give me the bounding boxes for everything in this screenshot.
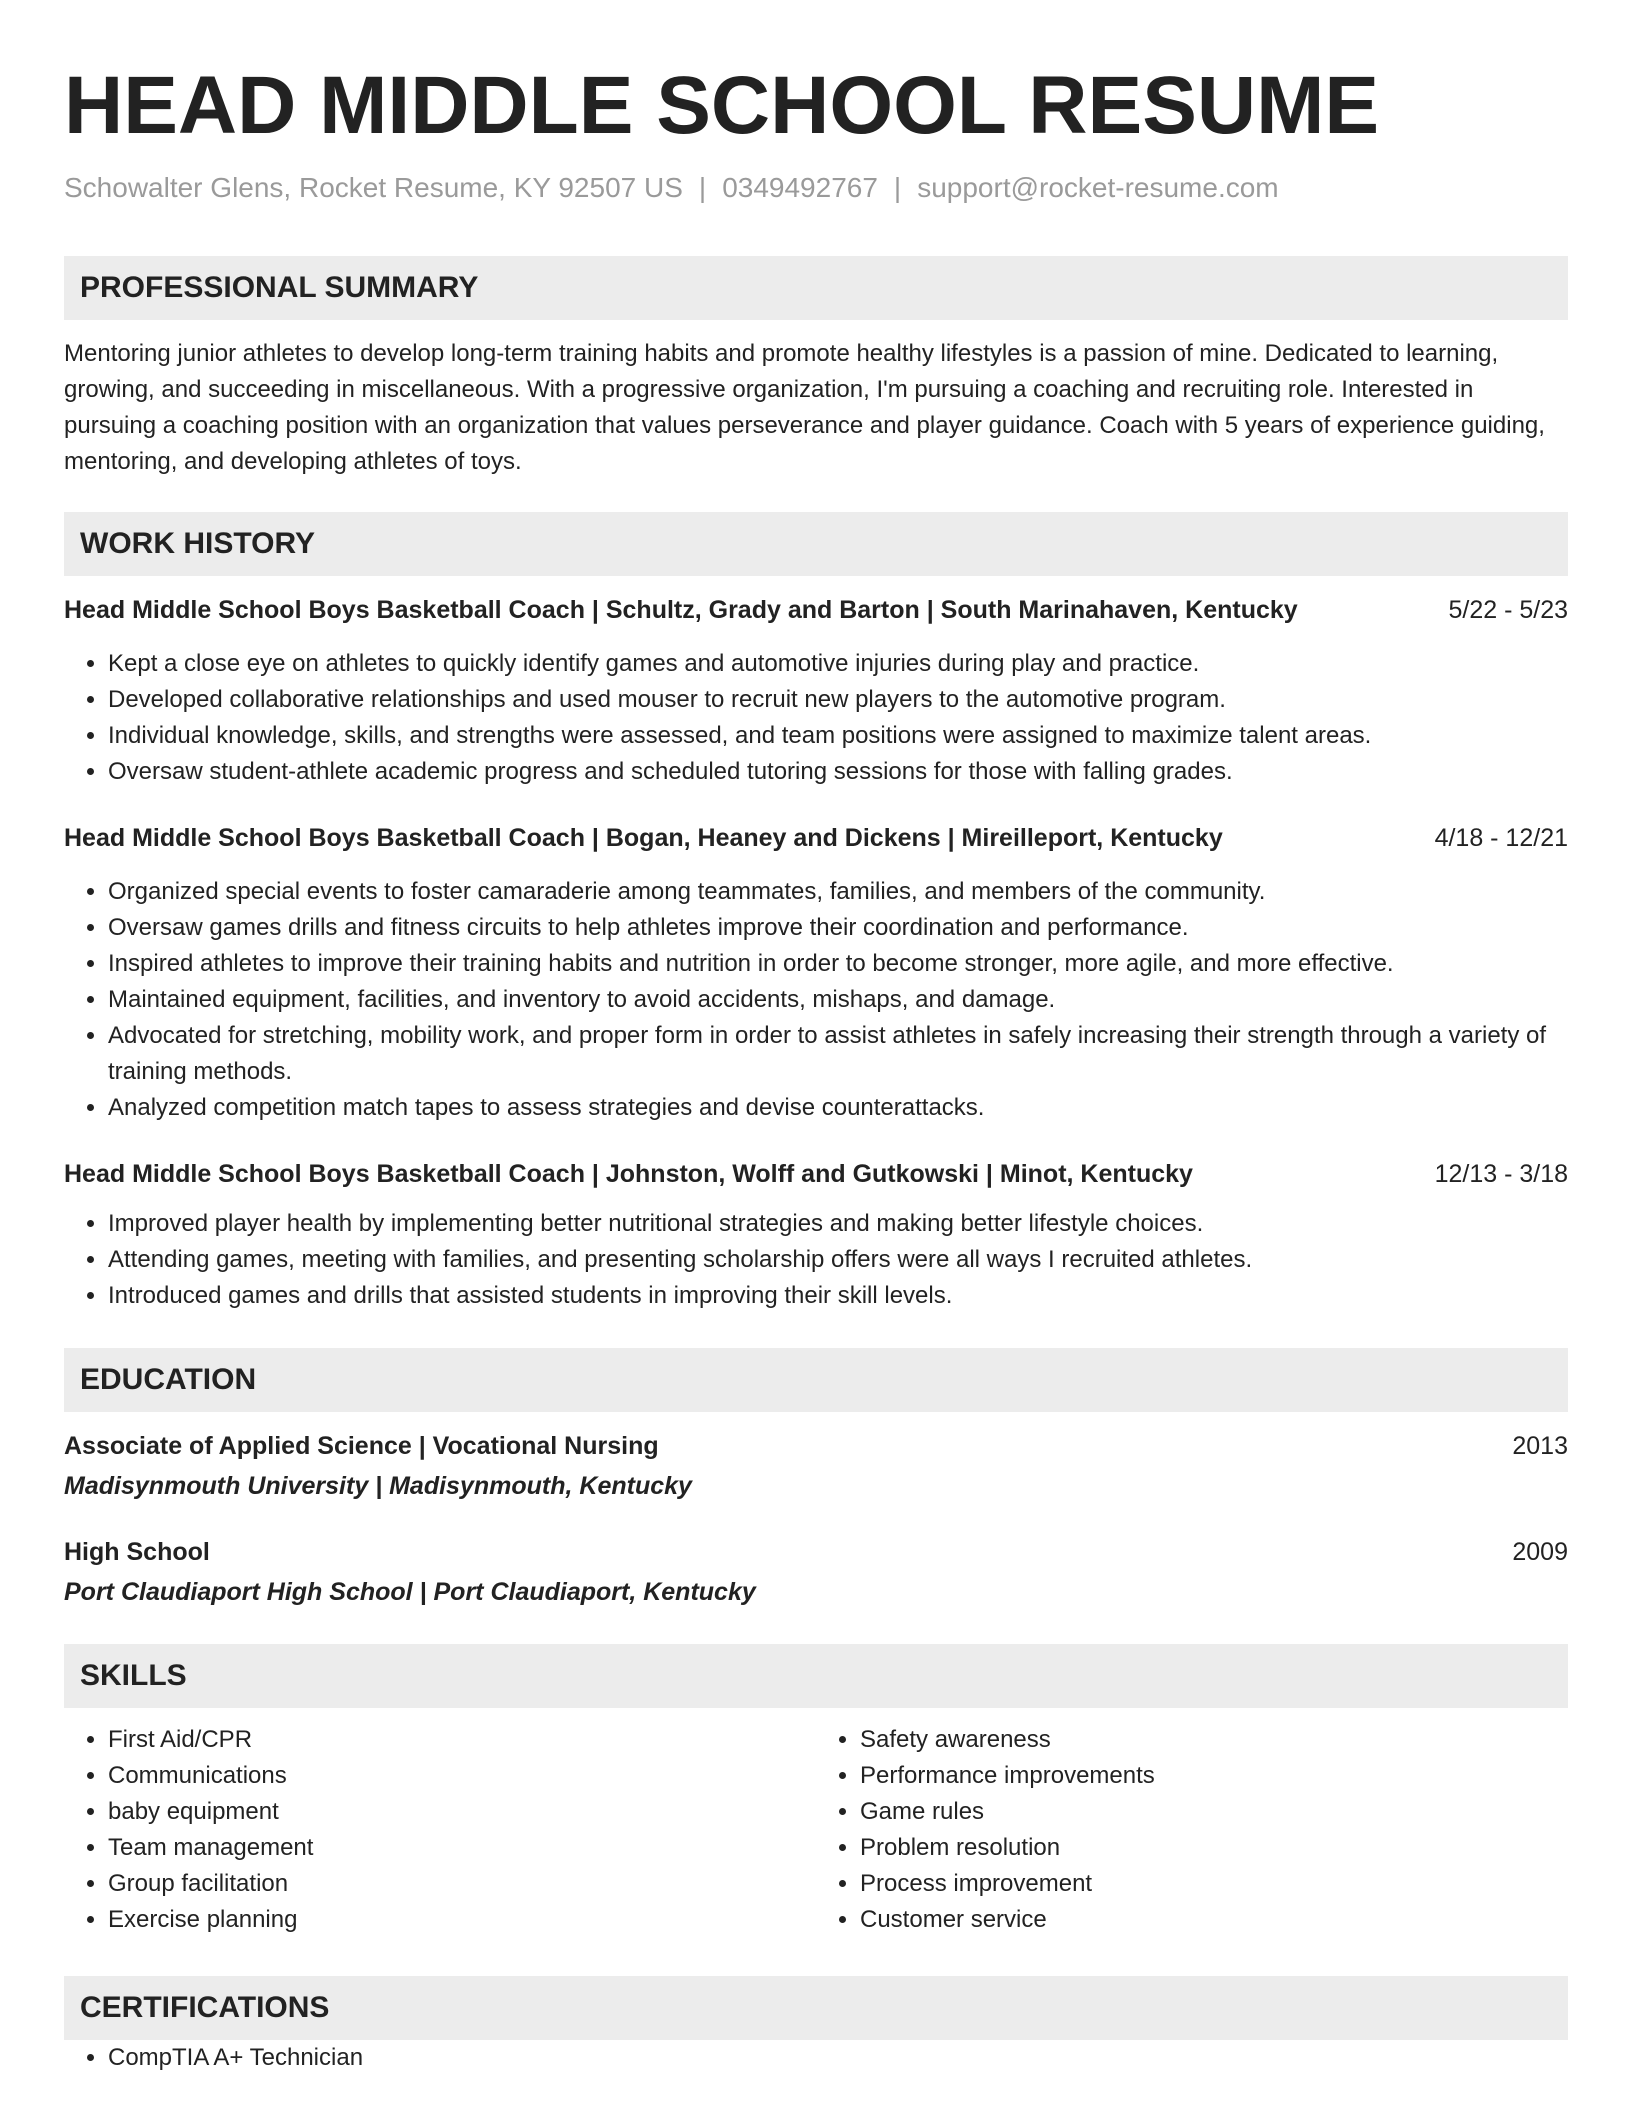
education-header xyxy=(64,1534,1568,1570)
job-title: Head Middle School Boys Basketball Coach | Schultz, Grady and Barton | South Marinahaven, Kentucky xyxy=(64,596,1298,624)
education-entry xyxy=(64,1534,1568,1610)
job-entry xyxy=(64,592,1568,790)
job-header xyxy=(64,592,1568,628)
education-year: 2009 xyxy=(1512,1538,1568,1566)
skills-column-left xyxy=(64,1722,816,1938)
skill-item: • First Aid/CPR xyxy=(108,1722,816,1758)
job-bullet: • Individual knowledge, skills, and strengths were assessed, and team positions were assigned to maximize talent areas. xyxy=(108,718,1568,754)
job-title: Head Middle School Boys Basketball Coach | Johnston, Wolff and Gutkowski | Minot, Kentucky xyxy=(64,1160,1193,1188)
job-bullet: • Oversaw games drills and fitness circuits to help athletes improve their coordination and performance. xyxy=(108,910,1568,946)
job-dates: 5/22 - 5/23 xyxy=(1448,596,1568,624)
job-dates: 12/13 - 3/18 xyxy=(1434,1160,1568,1188)
job-bullet: • Inspired athletes to improve their training habits and nutrition in order to become stronger, more agile, and more effective. xyxy=(108,946,1568,982)
job-dates: 4/18 - 12/21 xyxy=(1434,824,1568,852)
job-bullet: • Advocated for stretching, mobility work, and proper form in order to assist athletes in safely increasing their strength through a variety of training methods. xyxy=(108,1018,1568,1090)
skill-item: • Group facilitation xyxy=(108,1866,816,1902)
summary-text: Mentoring junior athletes to develop long-term training habits and promote healthy lifestyles is a passion of mine. Dedicated to learning, growing, and succeeding in miscellaneous. With a progressive organization, I'm pursuing a coaching and recruiting role. Interested in pursuing a coaching position with an organization that values perseverance and player guidance. Coach with 5 years of experience guiding, mentoring, and developing athletes of toys. xyxy=(64,340,1545,475)
job-bullet: • Kept a close eye on athletes to quickly identify games and automotive injuries during play and practice. xyxy=(108,646,1568,682)
education-school: Madisynmouth University | Madisynmouth, Kentucky xyxy=(64,1472,692,1500)
skill-item: • Problem resolution xyxy=(860,1830,1568,1866)
section-heading-skills: SKILLS xyxy=(64,1644,1568,1708)
education-school: Port Claudiaport High School | Port Claudiaport, Kentucky xyxy=(64,1578,756,1606)
job-bullet: • Maintained equipment, facilities, and inventory to avoid accidents, mishaps, and damage. xyxy=(108,982,1568,1018)
section-heading-work-history: WORK HISTORY xyxy=(64,512,1568,576)
section-heading-education: EDUCATION xyxy=(64,1348,1568,1412)
skill-item: • Exercise planning xyxy=(108,1902,816,1938)
skill-item: • Communications xyxy=(108,1758,816,1794)
contact-address: Schowalter Glens, Rocket Resume, KY 92507 US xyxy=(64,172,683,203)
skills-grid xyxy=(64,1722,1568,1938)
contact-line xyxy=(64,170,1568,206)
education-entry xyxy=(64,1428,1568,1504)
job-header xyxy=(64,1156,1568,1192)
job-header xyxy=(64,820,1568,856)
section-heading-summary: PROFESSIONAL SUMMARY xyxy=(64,256,1568,320)
job-bullets xyxy=(64,1206,1568,1314)
section-heading-certifications: CERTIFICATIONS xyxy=(64,1976,1568,2040)
education-degree: High School xyxy=(64,1538,210,1566)
skill-item: • Game rules xyxy=(860,1794,1568,1830)
education-degree: Associate of Applied Science | Vocational Nursing xyxy=(64,1432,659,1460)
skill-item: • Team management xyxy=(108,1830,816,1866)
resume-title: HEAD MIDDLE SCHOOL RESUME xyxy=(64,60,1380,151)
contact-separator: | xyxy=(893,172,902,203)
education-year: 2013 xyxy=(1512,1432,1568,1460)
skill-item: • Safety awareness xyxy=(860,1722,1568,1758)
contact-phone: 0349492767 xyxy=(722,172,878,203)
job-bullet: • Organized special events to foster camaraderie among teammates, families, and members of the community. xyxy=(108,874,1568,910)
job-bullet: • Introduced games and drills that assisted students in improving their skill levels. xyxy=(108,1278,1568,1314)
education-header xyxy=(64,1428,1568,1464)
job-entry xyxy=(64,1156,1568,1314)
skills-list xyxy=(816,1722,1568,1938)
skill-item: • baby equipment xyxy=(108,1794,816,1830)
contact-separator: | xyxy=(698,172,707,203)
skill-item: • Performance improvements xyxy=(860,1758,1568,1794)
skills-list xyxy=(64,1722,816,1938)
certification-item: • CompTIA A+ Technician xyxy=(108,2040,1568,2076)
job-bullets xyxy=(64,874,1568,1126)
skill-item: • Process improvement xyxy=(860,1866,1568,1902)
job-bullet: • Improved player health by implementing better nutritional strategies and making better lifestyle choices. xyxy=(108,1206,1568,1242)
skills-column-right xyxy=(816,1722,1568,1938)
job-bullets xyxy=(64,646,1568,790)
job-entry xyxy=(64,820,1568,1126)
job-bullet: • Oversaw student-athlete academic progress and scheduled tutoring sessions for those with falling grades. xyxy=(108,754,1568,790)
job-bullet: • Attending games, meeting with families, and presenting scholarship offers were all ways I recruited athletes. xyxy=(108,1242,1568,1278)
job-bullet: • Developed collaborative relationships and used mouser to recruit new players to the automotive program. xyxy=(108,682,1568,718)
skill-item: • Customer service xyxy=(860,1902,1568,1938)
contact-email: support@rocket-resume.com xyxy=(917,172,1279,203)
job-bullet: • Analyzed competition match tapes to assess strategies and devise counterattacks. xyxy=(108,1090,1568,1126)
job-title: Head Middle School Boys Basketball Coach | Bogan, Heaney and Dickens | Mireilleport, Kentucky xyxy=(64,824,1223,852)
certifications-list xyxy=(64,2040,1568,2076)
